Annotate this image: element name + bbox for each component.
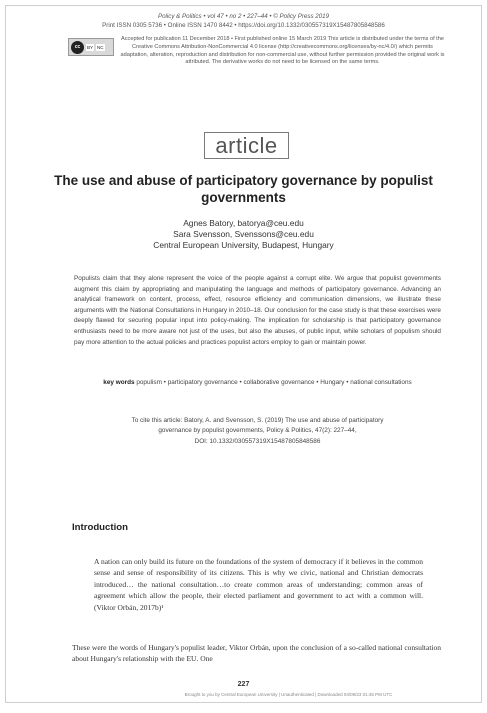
keywords-text: populism • participatory governance • collaborative governance • Hungary • national consultations	[136, 379, 412, 386]
citation-line-2: governance by populist governments, Policy & Politics, 47(2): 227–44,	[158, 427, 357, 435]
citation-doi: DOI: 10.1332/030557319X15487805848586	[194, 437, 321, 445]
citation-line-1: To cite this article: Batory, A. and Svensson, S. (2019) The use and abuse of participatory	[131, 417, 384, 424]
abstract: Populists claim that they alone represent the voice of the people against a corrupt elite. We argue that populist governments augment this claim by appropriating and manipulating the language and methods of participatory governance. Advancing an analytical framework on content, process, effect, resource efficiency and communication dimensions, we illustrate these arguments with the National Consultations in Hungary in 2010–18. Our conclusion for the case study is that these exercises were deeply flawed for securing popular input into policy-making. The implication for scholarship is that participatory governance enthusiasts need to be more aware not just of the uses, but also the abuses, of public input, while scholars of populism should pay more attention to the actual policies and practices populist actors employ to gain or maintain power.	[74, 275, 441, 346]
article-type-label: article	[204, 132, 289, 159]
section-heading-introduction: Introduction	[72, 522, 128, 533]
download-footer: Brought to you by Central European University | Unauthenticated | Downloaded 04/09/23 01:45 PM UTC	[184, 692, 393, 697]
citation	[74, 416, 441, 447]
paper-title: The use and abuse of participatory governance by populist governments	[54, 173, 433, 205]
keywords-label: key words	[103, 379, 135, 386]
affiliation: Central European University, Budapest, Hungary	[153, 240, 334, 250]
keywords	[74, 378, 441, 388]
author-block	[6, 218, 481, 251]
page-number: 227	[237, 681, 250, 688]
author-2: Sara Svensson, Svenssons@ceu.edu	[173, 229, 314, 239]
cc-by-label: BY	[87, 44, 94, 50]
paper-page	[5, 5, 482, 703]
journal-header: Policy & Politics • vol 47 • no 2 • 227–44 • © Policy Press 2019	[157, 13, 330, 20]
creative-commons-badge	[68, 38, 114, 56]
author-1: Agnes Batory, batorya@ceu.edu	[183, 218, 304, 228]
issn-doi-line: Print ISSN 0305 5736 • Online ISSN 1470 8442 • https://doi.org/10.1332/030557319X15487805848586	[102, 22, 385, 29]
cc-icon: cc	[71, 41, 84, 54]
license-text: Accepted for publication 11 December 2018 • First published online 15 March 2019 This article is distributed under the terms of the Creative Commons Attribution-NonCommercial 4.0 license (http://creativecommons.org/licenses/by-nc/4.0/) which permits adaptation, alteration, reproduction and distribution for non-commercial use, without further permission provided the original work is attributed. The derivative works do not need to be licensed on the same terms.	[120, 36, 445, 66]
block-quote: A nation can only build its future on the foundations of the system of democracy if it believes in the common sense and sense of responsibility of its citizens. This is why we civic, national and Christian democrats introduced… the national consultation…to create common areas of understanding; common areas of agreement which allow the people, their elected parliament and government to act with a common will. (Viktor Orbán, 2017b)¹	[94, 557, 423, 612]
cc-nc-label: NC	[97, 44, 104, 50]
body-paragraph: These were the words of Hungary's populist leader, Viktor Orbán, upon the conclusion of a so-called national consultation about Hungary's relationship with the EU. One	[72, 643, 441, 664]
